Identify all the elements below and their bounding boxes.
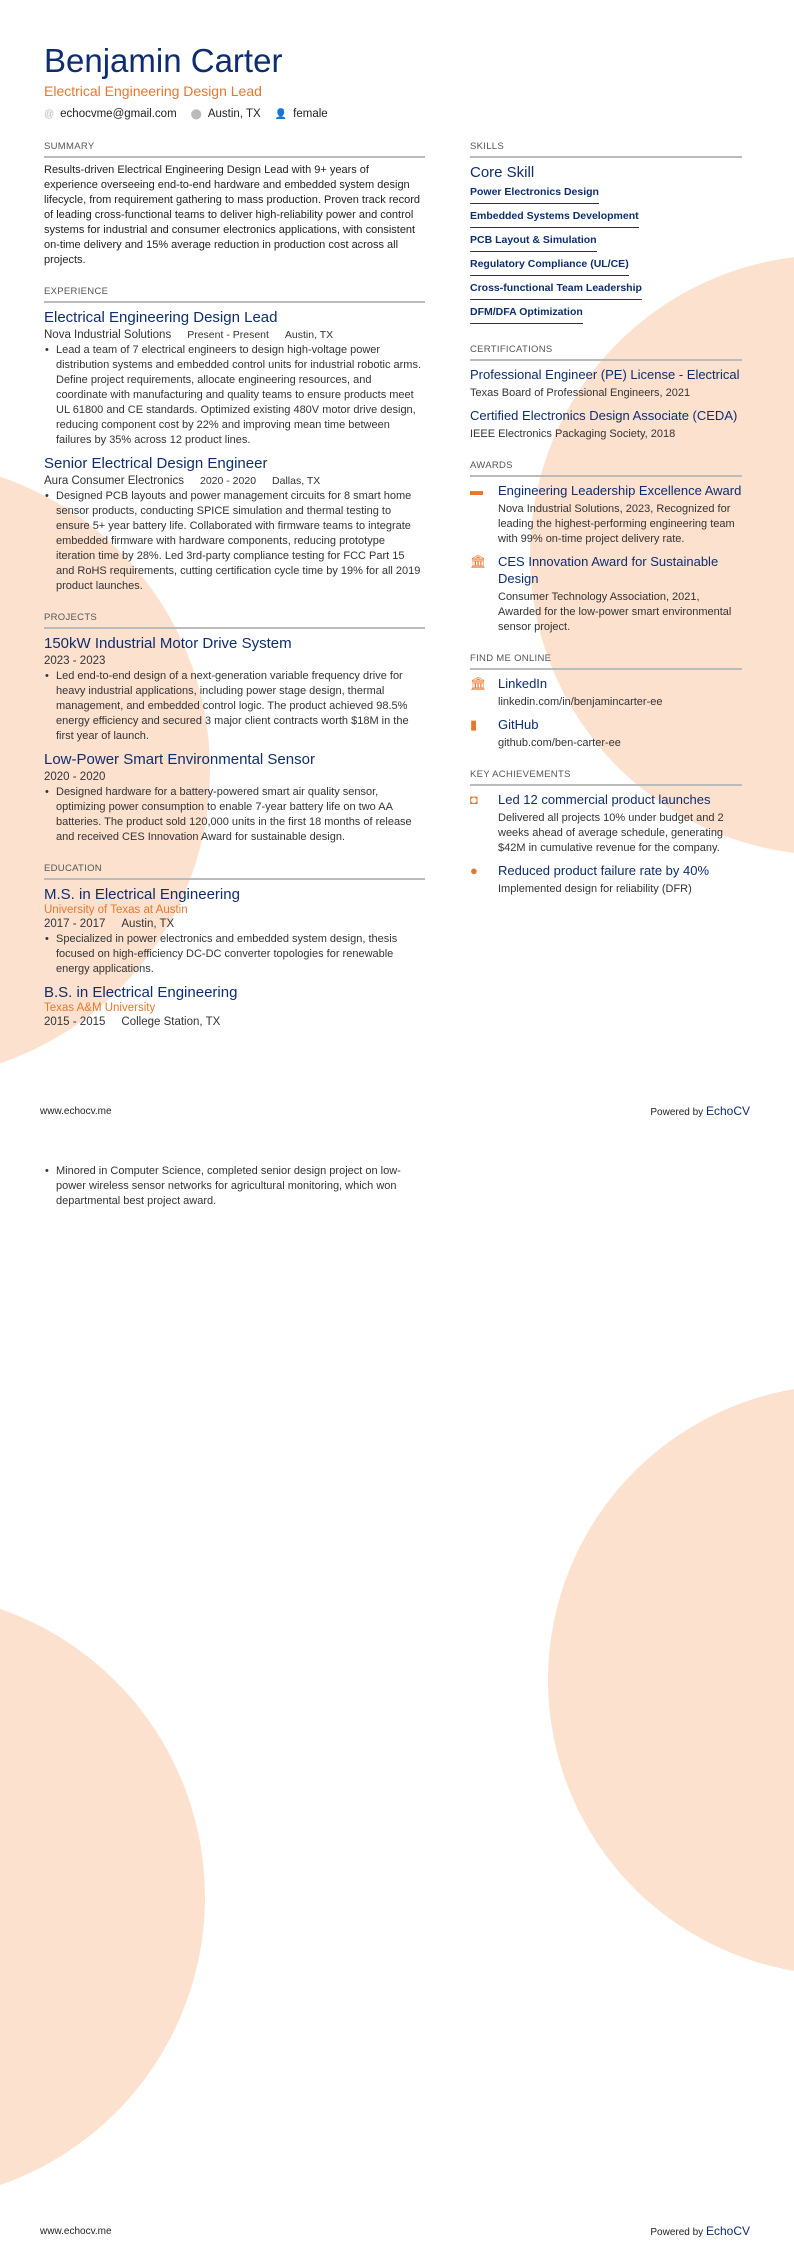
email[interactable]: echocvme@gmail.com (60, 108, 177, 120)
section-heading: EDUCATION (44, 863, 425, 880)
speech-bubble-icon: ▬ (470, 483, 483, 498)
section-heading: SKILLS (470, 141, 742, 158)
left-column (44, 141, 425, 1046)
section-heading: FIND ME ONLINE (470, 653, 742, 670)
summary-section (44, 141, 425, 268)
cert-detail: Texas Board of Professional Engineers, 2021 (470, 387, 691, 399)
skill-group: Core Skill (470, 164, 535, 181)
link-url[interactable]: linkedin.com/in/benjamincarter-ee (498, 696, 663, 708)
summary-text: Results-driven Electrical Engineering Design Lead with 9+ years of experience overseeing end-to-end hardware and embedded system design lifecycle, from requirement gathering to mass production. Proven track record of leading cross-functional teams to deliver high-reliability power and control systems for industrial and consumer electronics applications, with consistent on-time delivery and 15% average reduction in production cost across all projects. (44, 164, 420, 266)
bullet: • Led end-to-end design of a next-generation variable frequency drive for heavy industrial applications, including power stage design, thermal management, and embedded control logic. The product achieved 98.5% energy efficiency and secured 3 major client contracts worth $18M in the first year of launch. (44, 669, 425, 744)
skill-item: DFM/DFA Optimization (470, 302, 583, 324)
skill-item: PCB Layout & Simulation (470, 230, 597, 252)
project-title: 150kW Industrial Motor Drive System (44, 635, 292, 652)
location: Austin, TX (207, 108, 261, 120)
location-pin-icon: ⬤ (190, 109, 202, 120)
location: Dallas, TX (272, 475, 321, 487)
dates: 2023 - 2023 (44, 655, 106, 667)
bullet: • Designed hardware for a battery-powered smart air quality sensor, optimizing power consumption to enable 7-year battery life on two AA batteries. The product sold 120,000 units in the first 18 months of release and received CES Innovation Award for sustainable design. (44, 785, 425, 845)
achievement-title: Led 12 commercial product launches (498, 792, 711, 807)
section-heading: AWARDS (470, 460, 742, 477)
achievement-title: Reduced product failure rate by 40% (498, 863, 710, 878)
gender: female (293, 108, 328, 120)
achievements-section (470, 769, 742, 897)
footer-site[interactable]: www.echocv.me (40, 1106, 112, 1117)
code-icon: ◘ (470, 792, 478, 807)
experience-item (44, 308, 425, 448)
job-title: Senior Electrical Design Engineer (44, 455, 268, 472)
cert-title: Professional Engineer (PE) License - Electrical (470, 367, 740, 382)
achievement-detail: Implemented design for reliability (DFR) (498, 883, 692, 895)
powered-label: Powered by (650, 1107, 704, 1118)
candidate-name: Benjamin Carter (44, 42, 283, 79)
candidate-title: Electrical Engineering Design Lead (44, 83, 262, 99)
location: Austin, TX (284, 329, 334, 341)
skills-section (470, 141, 742, 326)
bullet: • Lead a team of 7 electrical engineers to design high-voltage power distribution systems and embedded control units for industrial robotic arms. Define project requirements, allocate engineering resources, and coordinate with manufacturing and quality teams to ensure products meet UL 61800 and CE standards. Optimized existing 480V motor drive design, reducing component cost by 22% and improving mean time between failures by 35% across 12 product lines. (44, 343, 425, 448)
achievement-detail: Delivered all projects 10% under budget and 2 weeks ahead of average schedule, generating $42M in cumulative revenue for the company. (498, 812, 724, 854)
company: Nova Industrial Solutions (44, 329, 172, 341)
award-title: CES Innovation Award for Sustainable Design (498, 554, 719, 586)
award-title: Engineering Leadership Excellence Award (498, 483, 742, 498)
brand: EchoCV (705, 2224, 750, 2238)
projects-section (44, 612, 425, 845)
section-heading: EXPERIENCE (44, 286, 425, 303)
link-url[interactable]: github.com/ben-carter-ee (498, 737, 621, 749)
education-section (44, 863, 425, 1028)
powered-label: Powered by (650, 2227, 704, 2238)
degree: B.S. in Electrical Engineering (44, 984, 238, 1001)
dates: Present - Present (187, 329, 269, 341)
dates: 2020 - 2020 (199, 475, 257, 487)
footer-site[interactable]: www.echocv.me (40, 2226, 112, 2237)
skill-item: Regulatory Compliance (UL/CE) (470, 254, 629, 276)
link-title[interactable]: LinkedIn (498, 676, 548, 691)
section-heading: SUMMARY (44, 141, 425, 158)
brand: EchoCV (705, 1104, 750, 1118)
experience-section (44, 286, 425, 594)
bullet: • Minored in Computer Science, completed senior design project on low-power wireless sensor networks for agricultural monitoring, which won departmental best project award. (44, 1164, 425, 1209)
dates: 2015 - 2015 (44, 1016, 106, 1028)
job-title: Electrical Engineering Design Lead (44, 309, 278, 326)
degree: M.S. in Electrical Engineering (44, 886, 240, 903)
cert-title: Certified Electronics Design Associate (CEDA) (470, 408, 738, 423)
footer-powered[interactable] (650, 1104, 750, 1118)
awards-section (470, 460, 742, 635)
skill-item: Power Electronics Design (470, 182, 599, 204)
online-section (470, 653, 742, 751)
dates: 2017 - 2017 (44, 918, 106, 930)
certifications-section (470, 344, 742, 442)
location: Austin, TX (121, 918, 175, 930)
at-icon: @ (44, 109, 55, 120)
section-heading: KEY ACHIEVEMENTS (470, 769, 742, 786)
skill-item: Embedded Systems Development (470, 206, 639, 228)
skill-item: Cross-functional Team Leadership (470, 278, 642, 300)
school: University of Texas at Austin (44, 904, 188, 916)
footer-powered[interactable] (650, 2224, 750, 2238)
project-title: Low-Power Smart Environmental Sensor (44, 751, 315, 768)
right-column (470, 141, 742, 915)
location: College Station, TX (121, 1016, 221, 1028)
bullet: • Specialized in power electronics and embedded system design, thesis focused on high-efficiency DC-DC converter topologies for renewable energy applications. (44, 932, 425, 977)
cert-detail: IEEE Electronics Packaging Society, 2018 (470, 428, 676, 440)
award-detail: Nova Industrial Solutions, 2023, Recognized for leading the highest-performing engineering team with 99% on-time project delivery rate. (498, 503, 735, 545)
award-detail: Consumer Technology Association, 2021, Awarded for the low-power smart environmental sensor project. (498, 591, 732, 633)
section-heading: PROJECTS (44, 612, 425, 629)
pound-coin-icon: ● (470, 863, 478, 878)
institution-icon: 🏛 (470, 554, 487, 569)
clipboard-icon: ▮ (470, 717, 478, 732)
bullet: • Designed PCB layouts and power management circuits for 8 smart home sensor products, conducting SPICE simulation and thermal testing to ensure 5+ year battery life. Collaborated with firmware teams to integrate embedded firmware with hardware components, reducing prototype iteration time by 28%. Led 3rd-party compliance testing for FCC Part 15 and RoHS requirements, cutting certification cycle time by 19% for all 2019 product launches. (44, 489, 425, 594)
dates: 2020 - 2020 (44, 771, 106, 783)
section-heading: CERTIFICATIONS (470, 344, 742, 361)
company: Aura Consumer Electronics (44, 475, 184, 487)
experience-item (44, 454, 425, 594)
institution-icon: 🏛 (470, 676, 487, 691)
person-icon: 👤 (274, 109, 288, 120)
link-title[interactable]: GitHub (498, 717, 539, 732)
school: Texas A&M University (44, 1002, 156, 1014)
contact-row (44, 108, 328, 120)
